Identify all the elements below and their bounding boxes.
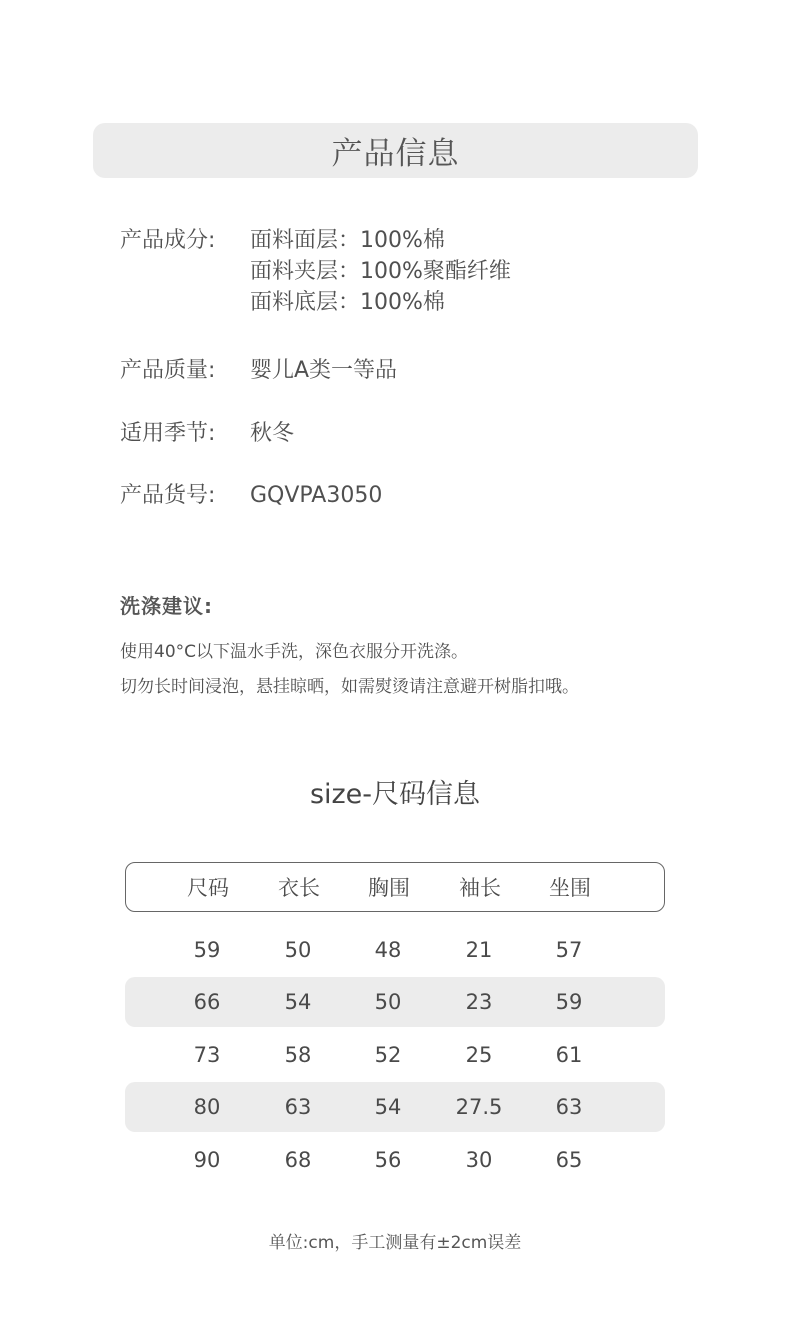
section-title: 产品信息 (331, 136, 460, 172)
header-cell: 胸围 (368, 876, 410, 900)
table-cell: 90 (193, 1148, 221, 1172)
table-cell: 23 (465, 990, 493, 1014)
table-cell: 57 (555, 938, 583, 962)
table-cell: 21 (465, 938, 493, 962)
table-cell: 50 (374, 990, 402, 1014)
header-cell: 衣长 (278, 876, 320, 900)
composition-line: 面料面层：100%棉 (250, 228, 445, 253)
table-cell: 27.5 (455, 1095, 503, 1119)
table-cell: 73 (193, 1043, 221, 1067)
table-cell: 30 (465, 1148, 493, 1172)
table-cell: 56 (374, 1148, 402, 1172)
measurement-footnote: 单位:cm，手工测量有±2cm误差 (268, 1233, 522, 1253)
quality-value: 婴儿A类一等品 (250, 358, 398, 383)
washing-line: 使用40°C以下温水手洗，深色衣服分开洗涤。 (120, 642, 469, 662)
size-table-header (125, 862, 665, 912)
table-cell: 59 (555, 990, 583, 1014)
table-cell: 52 (374, 1043, 402, 1067)
season-value: 秋冬 (250, 421, 295, 446)
table-cell: 66 (193, 990, 221, 1014)
table-cell: 68 (284, 1148, 312, 1172)
composition-line: 面料夹层：100%聚酯纤维 (250, 259, 511, 284)
item-no-label: 产品货号: (120, 483, 216, 508)
table-cell: 58 (284, 1043, 312, 1067)
table-cell: 54 (284, 990, 312, 1014)
season-label: 适用季节: (120, 421, 216, 446)
header-cell: 尺码 (187, 876, 229, 900)
table-row (125, 977, 665, 1027)
table-cell: 25 (465, 1043, 493, 1067)
table-cell: 50 (284, 938, 312, 962)
table-row (125, 1082, 665, 1132)
table-row (125, 1030, 665, 1080)
item-no-value: GQVPA3050 (250, 483, 383, 508)
table-cell: 80 (193, 1095, 221, 1119)
table-cell: 63 (555, 1095, 583, 1119)
washing-title: 洗涤建议: (120, 594, 213, 618)
washing-line: 切勿长时间浸泡，悬挂晾晒，如需熨烫请注意避开树脂扣哦。 (120, 677, 579, 697)
composition-label: 产品成分: (120, 228, 216, 253)
table-row (125, 925, 665, 975)
table-cell: 59 (193, 938, 221, 962)
header-cell: 袖长 (459, 876, 501, 900)
table-cell: 61 (555, 1043, 583, 1067)
table-cell: 48 (374, 938, 402, 962)
table-cell: 63 (284, 1095, 312, 1119)
composition-line: 面料底层：100%棉 (250, 290, 445, 315)
section-title-bar (93, 123, 698, 178)
composition-values (250, 225, 511, 318)
table-cell: 54 (374, 1095, 402, 1119)
table-cell: 65 (555, 1148, 583, 1172)
quality-label: 产品质量: (120, 358, 216, 383)
size-title: size-尺码信息 (309, 779, 481, 810)
header-cell: 坐围 (549, 876, 591, 900)
table-row (125, 1135, 665, 1185)
